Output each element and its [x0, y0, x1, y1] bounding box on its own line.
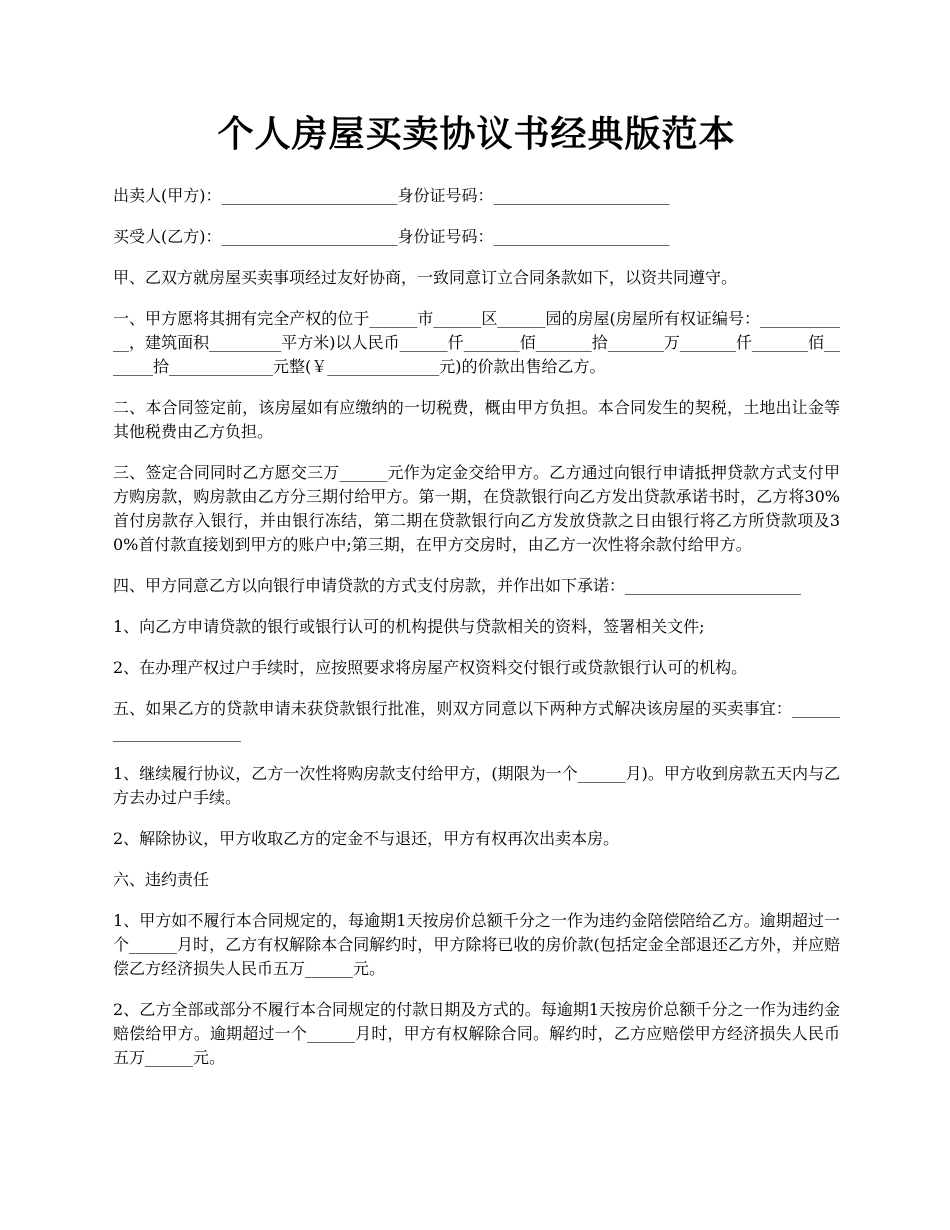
- paragraph-clause-1: 一、甲方愿将其拥有完全产权的位于______市______区______园的房屋(房屋所有权证编号：____________，建筑面积_________平方米)以人民币______仟_______佰_______拾_______万_______仟_______佰_______拾_____________元整(￥______________元)的价款出售给乙方。: [113, 309, 840, 376]
- paragraph-preamble: 甲、乙双方就房屋买卖事项经过友好协商，一致同意订立合同条款如下，以资共同遵守。: [113, 268, 738, 287]
- paragraph-clause-5-item-1: 1、继续履行协议，乙方一次性将购房款支付给甲方，(期限为一个______月)。甲方收到房款五天内与乙方去办过户手续。: [113, 764, 840, 807]
- paragraph-clause-6-heading: 六、违约责任: [113, 870, 210, 889]
- paragraph-clause-2: 二、本合同签定前，该房屋如有应缴纳的一切税费，概由甲方负担。本合同发生的契税，土地出让金等其他税费由乙方负担。: [113, 398, 840, 441]
- paragraph-clause-4: 四、甲方同意乙方以向银行申请贷款的方式支付房款，并作出如下承诺：______________________: [113, 576, 802, 595]
- paragraph-buyer: 买受人(乙方)：______________________身份证号码：______________________: [113, 227, 670, 246]
- paragraph-clause-5: 五、如果乙方的贷款申请未获贷款银行批准，则双方同意以下两种方式解决该房屋的买卖事宜：______________________: [113, 699, 840, 742]
- paragraph-clause-6-item-2: 2、乙方全部或部分不履行本合同规定的付款日期及方式的。每逾期1天按房价总额千分之一作为违约金赔偿给甲方。逾期超过一个______月时，甲方有权解除合同。解约时，乙方应赔偿甲方经济损失人民币五万______元。: [113, 1000, 840, 1067]
- paragraph-clause-3: 三、签定合同同时乙方愿交三万______元作为定金交给甲方。乙方通过向银行申请抵押贷款方式支付甲方购房款，购房款由乙方分三期付给甲方。第一期，在贷款银行向乙方发出贷款承诺书时，乙方将30%首付房款存入银行，并由银行冻结，第二期在贷款银行向乙方发放贷款之日由银行将乙方所贷款项及30%首付款直接划到甲方的账户中;第三期，在甲方交房时，由乙方一次性将余款付给甲方。: [113, 463, 840, 554]
- paragraph-clause-4-item-2: 2、在办理产权过户手续时，应按照要求将房屋产权资料交付银行或贷款银行认可的机构。: [113, 658, 748, 677]
- paragraph-seller: 出卖人(甲方)：______________________身份证号码：______________________: [113, 186, 670, 205]
- paragraph-clause-4-item-1: 1、向乙方申请贷款的银行或银行认可的机构提供与贷款相关的资料，签署相关文件;: [113, 617, 705, 636]
- document-title: 个人房屋买卖协议书经典版范本: [217, 113, 736, 155]
- paragraph-clause-5-item-2: 2、解除协议，甲方收取乙方的定金不与退还，甲方有权再次出卖本房。: [113, 829, 620, 848]
- paragraph-clause-6-item-1: 1、甲方如不履行本合同规定的，每逾期1天按房价总额千分之一作为违约金陪偿陪给乙方。逾期超过一个______月时，乙方有权解除本合同解约时，甲方除将已收的房价款(包括定金全部退还乙方外，并应赔偿乙方经济损失人民币五万______元。: [113, 911, 840, 978]
- document-page: [113, 110, 840, 1087]
